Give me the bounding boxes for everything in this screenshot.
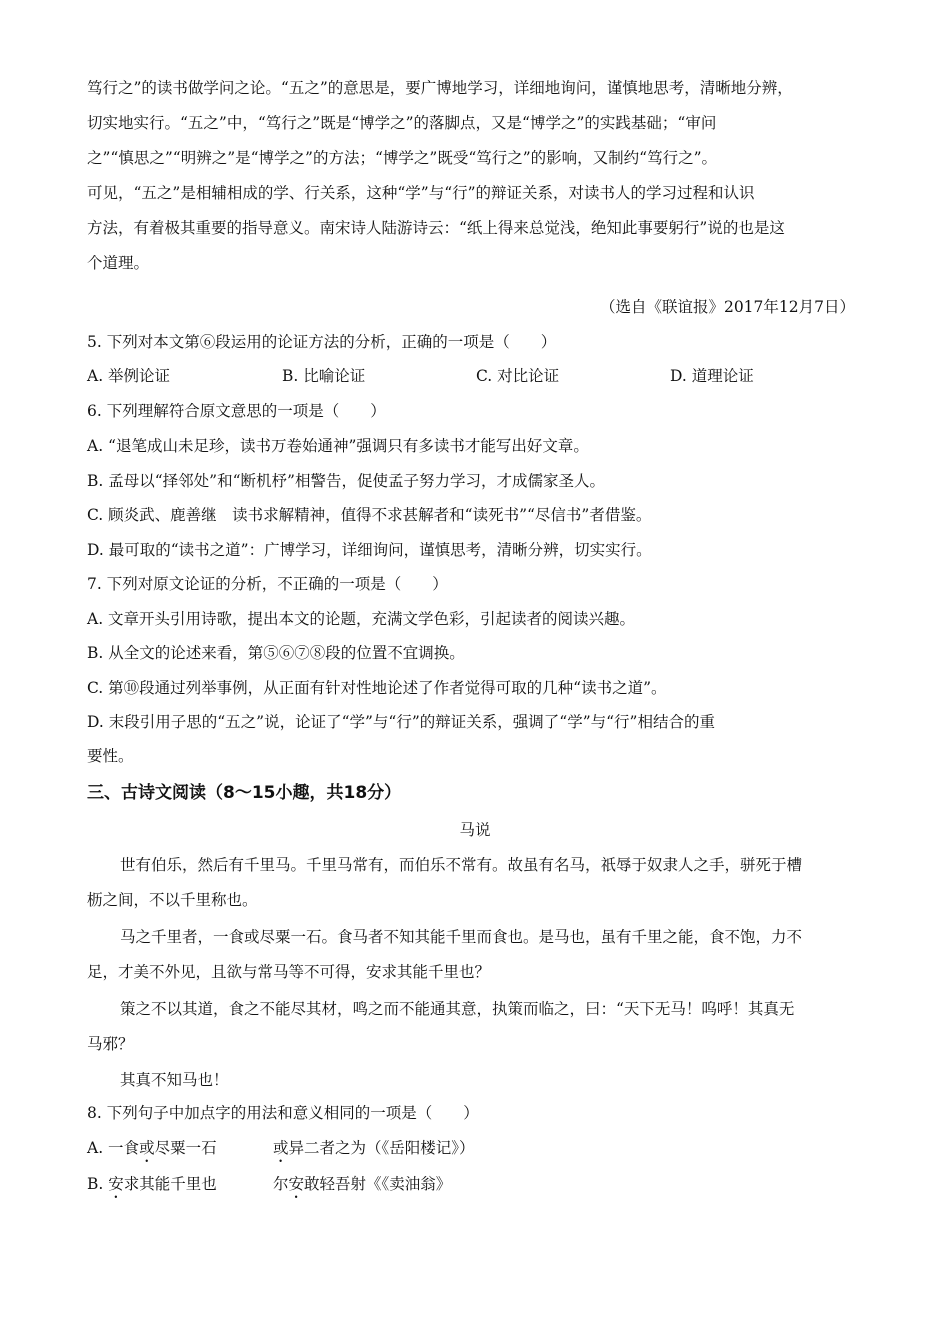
q8-option-b-comparison: [273, 1174, 451, 1202]
question-8-stem: 8. 下列句子中加点字的用法和意义相同的一项是（ ）: [87, 1104, 479, 1122]
q8-option-a: [87, 1138, 217, 1166]
question-7-stem: 7. 下列对原文论证的分析，不正确的一项是（ ）: [87, 575, 448, 593]
q5-option-c: C. 对比论证: [476, 367, 560, 385]
passage-line: 之”“慎思之”“明辨之”是“博学之”的方法；“博学之”既受“笃行之”的影响，又制约“笃行之”。: [87, 149, 718, 167]
question-5-stem: 5. 下列对本文第⑥段运用的论证方法的分析，正确的一项是（ ）: [87, 333, 557, 351]
classical-text-line: 马之千里者，一食或尽粟一石。食马者不知其能千里而食也。是马也，虽有千里之能，食不饱，力不: [120, 928, 803, 946]
q7-option-b: B. 从全文的论述来看，第⑤⑥⑦⑧段的位置不宜调换。: [87, 644, 465, 662]
passage-line: 个道理。: [87, 254, 150, 272]
q8-option-a-comparison: [273, 1138, 475, 1166]
section-heading: 三、古诗文阅读（8～15小趣，共18分）: [87, 783, 402, 803]
q8-a-prefix: A. 一食: [87, 1139, 140, 1157]
q8-a-suffix: 异二者之为（《岳阳楼记》）: [288, 1139, 475, 1157]
dotted-character: 或: [139, 1139, 155, 1157]
q8-b-prefix2: 尔: [273, 1175, 289, 1193]
passage-line: 笃行之”的读书做学问之论。“五之”的意思是，要广博地学习，详细地询问，谨慎地思考，清晰地分辨，: [87, 79, 793, 97]
classical-text-line: 足，才美不外见，且欲与常马等不可得，安求其能千里也？: [87, 963, 491, 981]
classical-text-line: 枥之间，不以千里称也。: [87, 891, 258, 909]
passage-line: 切实地实行。“五之”中，“笃行之”既是“博学之”的落脚点，又是“博学之”的实践基础；“审问: [87, 114, 717, 132]
q8-b-prefix: B.: [87, 1175, 109, 1193]
classical-text-line: 其真不知马也！: [120, 1071, 229, 1089]
q7-option-d: D. 末段引用子思的“五之”说，论证了“学”与“行”的辩证关系，强调了“学”与“行”相结合的重: [87, 713, 715, 731]
q6-option-c: C. 顾炎武、鹿善继 读书求解精神，值得不求甚解者和“读死书”“尽信书”者借鉴。: [87, 506, 652, 524]
poem-title: 马说: [459, 821, 491, 839]
q6-option-b: B. 孟母以“择邻处”和“断机杼”相警告，促使孟子努力学习，才成儒家圣人。: [87, 472, 605, 490]
q8-b-suffix: 敢轻吾射《《卖油翁》: [304, 1175, 452, 1193]
q8-option-b: [87, 1174, 217, 1202]
q5-option-a: A. 举例论证: [87, 367, 171, 385]
q7-option-a: A. 文章开头引用诗歌，提出本文的论题，充满文学色彩，引起读者的阅读兴趣。: [87, 610, 636, 628]
q5-option-d: D. 道理论证: [670, 367, 754, 385]
q6-option-a: A. “退笔成山未足珍，读书万卷始通神”强调只有多读书才能写出好文章。: [87, 437, 589, 455]
classical-text-line: 马邪？: [87, 1035, 134, 1053]
dotted-character: 或: [273, 1139, 289, 1157]
source-citation: （选自《联谊报》2017年12月7日）: [599, 298, 855, 316]
classical-text-line: 世有伯乐，然后有千里马。千里马常有，而伯乐不常有。故虽有名马，祇辱于奴隶人之手，骈死于槽: [120, 856, 803, 874]
q7-option-c: C. 第⑩段通过列举事例，从正面有针对性地论述了作者觉得可取的几种“读书之道”。: [87, 679, 667, 697]
classical-text-line: 策之不以其道，食之不能尽其材，鸣之而不能通其意，执策而临之，曰：“天下无马！呜呼！其真无: [120, 1000, 795, 1018]
dotted-character: 安: [288, 1175, 305, 1193]
q8-b-middle: 求其能千里也: [123, 1175, 217, 1193]
passage-line: 方法，有着极其重要的指导意义。南宋诗人陆游诗云：“纸上得来总觉浅，绝知此事要躬行”说的也是这: [87, 219, 785, 237]
passage-line: 可见，“五之”是相辅相成的学、行关系，这种“学”与“行”的辩证关系，对读书人的学习过程和认识: [87, 184, 755, 202]
dotted-character: 安: [108, 1175, 124, 1193]
q8-a-middle: 尽粟一石: [154, 1139, 217, 1157]
question-6-stem: 6. 下列理解符合原文意思的一项是（ ）: [87, 402, 386, 420]
q5-option-b: B. 比喻论证: [282, 367, 366, 385]
q7-option-d-continued: 要性。: [87, 747, 134, 765]
q6-option-d: D. 最可取的“读书之道”：广博学习，详细询问，谨慎思考，清晰分辨，切实实行。: [87, 541, 652, 559]
